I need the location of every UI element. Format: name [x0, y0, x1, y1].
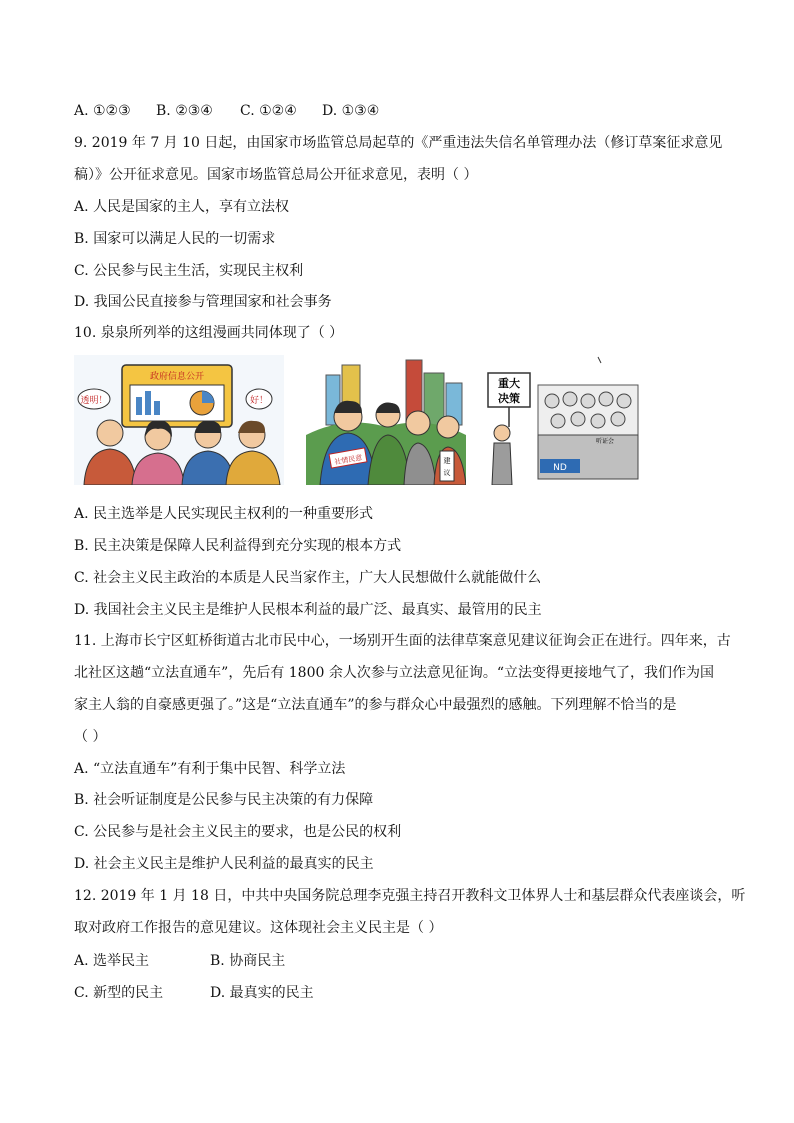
q12-stem-line-1: 12. 2019 年 1 月 18 日，中共中央国务院总理李克强主持召开教科文卫体界人士和基层群众代表座谈会，听	[74, 888, 746, 904]
cartoon-2-banner-text: 社情民意	[333, 453, 363, 467]
q11-option-a: A. “立法直通车”有利于集中民智、科学立法	[74, 761, 346, 777]
q11-option-b: B. 社会听证制度是公民参与民主决策的有力保障	[74, 792, 374, 808]
cartoon-major-decision	[478, 355, 644, 485]
q12-option-b: B. 协商民主	[210, 953, 286, 969]
cartoon-3-logo-text: ND	[553, 463, 567, 473]
q10-stem: 10. 泉泉所列举的这组漫画共同体现了（ ）	[74, 325, 344, 341]
q8-option-b: B. ②③④	[156, 103, 213, 119]
cartoon-1-bubble-left: 透明！	[80, 396, 108, 406]
q9-stem-line-1: 9. 2019 年 7 月 10 日起，由国家市场监管总局起草的《严重违法失信名单管理办法（修订草案征求意见	[74, 135, 723, 151]
q11-option-d: D. 社会主义民主是维护人民利益的最真实的民主	[74, 856, 374, 872]
q12-options-row-2	[74, 982, 314, 1002]
q12-option-c: C. 新型的民主	[74, 985, 164, 1001]
cartoon-3-sign-line-2: 决策	[498, 392, 520, 405]
q10-cartoons	[74, 355, 644, 485]
q9-option-a: A. 人民是国家的主人，享有立法权	[74, 199, 290, 215]
q9-stem-line-2: 稿）》公开征求意见。国家市场监管总局公开征求意见，表明（ ）	[74, 167, 478, 183]
q12-stem-line-2: 取对政府工作报告的意见建议。这体现社会主义民主是（ ）	[74, 920, 443, 936]
cartoon-1-sign-text: 政府信息公开	[149, 372, 205, 382]
cartoon-government-info	[74, 355, 284, 485]
q8-option-a: A. ①②③	[74, 103, 131, 119]
q12-option-d: D. 最真实的民主	[210, 985, 314, 1001]
q8-options	[74, 103, 379, 119]
q12-options-row-1	[74, 950, 285, 970]
q8-option-d: D. ①③④	[322, 103, 380, 119]
q11-stem-line-2: 北社区这趟“立法直通车”，先后有 1800 余人次参与立法意见征询。“立法变得更接地气了，我们作为国	[74, 665, 714, 681]
cartoon-3-sign-line-1: 重大	[498, 377, 520, 390]
q8-option-c: C. ①②④	[240, 103, 297, 119]
q10-option-c: C. 社会主义民主政治的本质是人民当家作主，广大人民想做什么就能做什么	[74, 570, 542, 586]
cartoon-1-bubble-right: 好！	[249, 396, 269, 406]
q9-option-b: B. 国家可以满足人民的一切需求	[74, 231, 276, 247]
q10-option-d: D. 我国社会主义民主是维护人民根本利益的最广泛、最真实、最管用的民主	[74, 602, 542, 618]
q12-option-a: A. 选举民主	[74, 953, 150, 969]
q10-option-a: A. 民主选举是人民实现民主权利的一种重要形式	[74, 506, 374, 522]
q9-option-c: C. 公民参与民主生活，实现民主权利	[74, 263, 304, 279]
q9-option-d: D. 我国公民直接参与管理国家和社会事务	[74, 294, 332, 310]
cartoon-2-note-char-2: 议	[443, 469, 451, 477]
q10-option-b: B. 民主决策是保障人民利益得到充分实现的根本方式	[74, 538, 402, 554]
q11-stem-line-3: 家主人翁的自豪感更强了。”这是“立法直通车”的参与群众心中最强烈的感触。下列理解不恰当的是	[74, 697, 677, 713]
q11-stem-line-4: （ ）	[74, 729, 107, 745]
cartoon-3-desk-label: 听证会	[596, 438, 615, 445]
q11-option-c: C. 公民参与是社会主义民主的要求，也是公民的权利	[74, 824, 402, 840]
cartoon-2-note-char-1: 建	[443, 457, 451, 465]
cartoon-public-opinion	[306, 355, 466, 485]
q11-stem-line-1: 11. 上海市长宁区虹桥街道古北市民中心，一场别开生面的法律草案意见建议征询会正在进行。四年来，古	[74, 633, 731, 649]
